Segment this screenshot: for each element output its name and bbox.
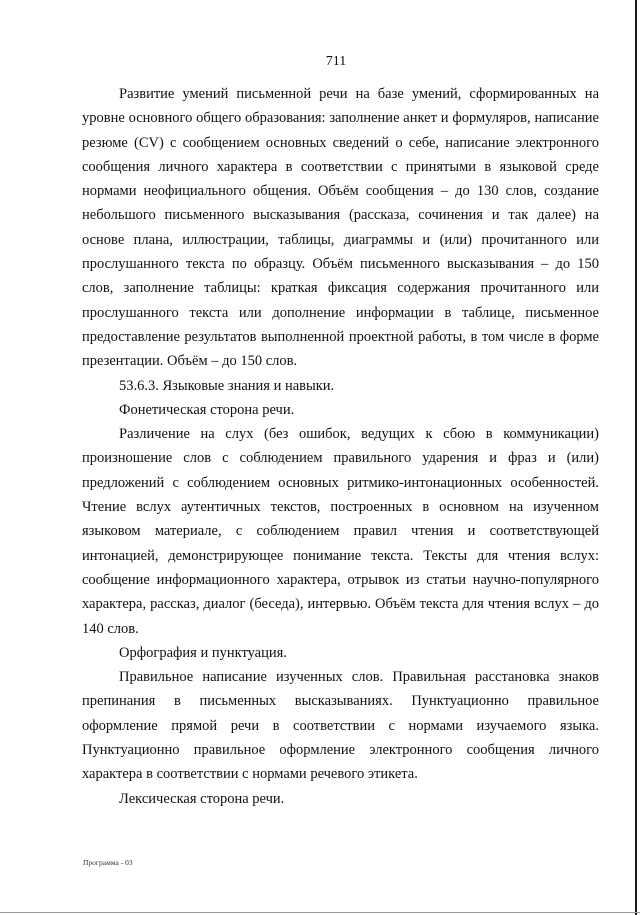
page-edge-bottom xyxy=(0,912,640,913)
section-heading-language-knowledge: 53.6.3. Языковые знания и навыки. xyxy=(119,377,335,394)
subheading-lexical: Лексическая сторона речи. xyxy=(119,790,285,807)
paragraph-phonetics: Различение на слух (без ошибок, ведущих к сбою в коммуникации) произношение слов с соблюдением правильного ударения и фраз и (или) предложений с соблюдением основных ритмико-интонационных особенностей. Чтение вслух аутентичных текстов, построенных в основном на изученном языковом материале, с соблюдением правил чтения и соответствующей интонацией, демонстрирующее понимание текста. Тексты для чтения вслух: сообщение информационного характера, отрывок из статьи научно-популярного характера, рассказ, диалог (беседа), интервью. Объём текста для чтения вслух – до 140 слов. xyxy=(82,426,599,637)
footer-label: Программа - 03 xyxy=(83,858,133,867)
body-text xyxy=(82,82,599,811)
paragraph-writing-skills: Развитие умений письменной речи на базе умений, сформированных на уровне основного общего образования: заполнение анкет и формуляров, написание резюме (CV) с сообщением основных сведений о себе, написание электронного сообщения личного характера в соответствии с принятыми в языковой среде нормами неофициального общения. Объём сообщения – до 130 слов, создание небольшого письменного высказывания (рассказа, сочинения и так далее) на основе плана, иллюстрации, таблицы, диаграммы и (или) прочитанного или прослушанного текста по образцу. Объём письменного высказывания – до 150 слов, заполнение таблицы: краткая фиксация содержания прочитанного или прослушанного текста или дополнение информации в таблице, письменное предоставление результатов выполненной проектной работы, в том числе в форме презентации. Объём – до 150 слов. xyxy=(82,86,599,370)
page-edge-right xyxy=(635,0,637,915)
paragraph-orthography: Правильное написание изученных слов. Правильная расстановка знаков препинания в письменных высказываниях. Пунктуационно правильное оформление прямой речи в соответствии с нормами изучаемого языка. Пунктуационно правильное оформление электронного сообщения личного характера в соответствии с нормами речевого этикета. xyxy=(82,669,599,783)
page-number: 711 xyxy=(325,54,347,69)
subheading-phonetics: Фонетическая сторона речи. xyxy=(119,401,295,418)
subheading-orthography: Орфография и пунктуация. xyxy=(119,644,287,661)
